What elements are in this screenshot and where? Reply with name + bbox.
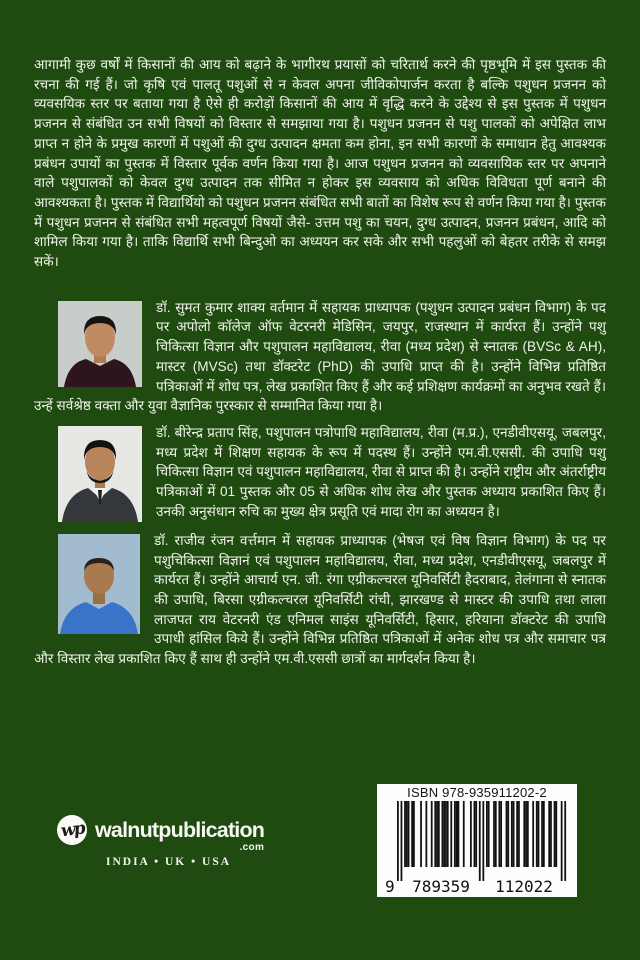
author-bio-3: डॉ. राजीव रंजन वर्त्तमान में सहायक प्राध्यापक (भेषज एवं विष विज्ञान विभाग) के पद पर पशुचिकित्सा विज्ञानं एवं पशुपालन महाविद्यालय, रीवा, मध्य प्रदेश, एनडीवीएसयू, जबलपुर में कार्यरत हैं। उन्होंने आचार्य एन. जी. रंगा एग्रीकल्चरल यूनिवर्सिटी हैदराबाद, तेलंगाना से स्नातक की उपाधि, बिरसा एग्रीकल्चरल यूनिवर्सिटी रांची, झारखण्ड से मास्टर की उपाधि तथा लाला लाजपत राय वेटरनरी एंड एनिमल साइंस यूनिवर्सिटी, हिसार, हरियाना डॉक्टरेट की उपाधि उपाधी हांसिल किये हैं। उन्होंने विभिन्न प्रतिष्ठित पत्रिकाओं में अनेक शोध पत्र और समाचार पत्र और विस्तार लेख प्रकाशित किए हैं साथ ही उन्होंने एम.वी.एससी छात्रों का मार्गदर्शन किया है।	[34, 532, 606, 667]
ean-digit-group-1: 789359	[412, 877, 470, 895]
publisher-countries: INDIA • UK • USA	[106, 856, 232, 868]
isbn-barcode	[377, 784, 577, 897]
author-section-2	[34, 423, 606, 524]
isbn-number: ISBN 978-935911202-2	[407, 785, 547, 800]
walnut-wp-logo-icon	[57, 815, 87, 845]
ean-digit-group-2: 112022	[495, 877, 553, 895]
author-photo-2	[58, 426, 142, 522]
publisher-logo-block	[57, 815, 264, 868]
ean-digit-left: 9	[385, 877, 395, 895]
author-section-3	[34, 531, 606, 669]
author-bio-2: डॉ. बीरेन्द्र प्रताप सिंह, पशुपालन पत्रोपाधि महाविद्यालय, रीवा (म.प्र.), एनडीवीएसयू, जबलपुर, मध्य प्रदेश में शिक्षण सहायक के रूप में पदस्थ हैं। उन्होंने एम.वी.एससी. की उपाधि पशु चिकित्सा विज्ञान एवं पशुपालन महाविद्यालय, रीवा से प्राप्त की है। उन्होंने राष्ट्रीय और अंतर्राष्ट्रीय पत्रिकाओं में 01 पुस्तक और 05 से अधिक शोध लेख और पुस्तक अध्याय प्रकाशित किए हैं। उनकी अनुसंधान रुचि का मुख्य क्षेत्र प्रसूति एवं मादा रोग का अध्ययन है।	[156, 424, 606, 519]
wp-monogram: wp	[59, 818, 85, 842]
synopsis-paragraph: आगामी कुछ वर्षों में किसानों की आय को बढ़ाने के भागीरथ प्रयासों को चरितार्थ करने की पृष्ठभूमि में इस पुस्तक की रचना की गई हैं। जो कृषि एवं पालतू पशुओं से न केवल अपना जीविकोपार्जन करता है बल्कि पशुधन प्रजनन को व्यवसयिक स्तर पर बताया गया है ऐसे ही करोड़ों किसानों की आय में वृद्धि करने के उद्देश्य से इस पुस्तक में पशुधन प्रजनन से संबंधित उन सभी विषयों को विस्तार से समझाया गया है। पशुधन प्रजनन से पशु पालकों को अपेक्षित लाभ प्राप्त न होने के प्रमुख कारणों में पशुओं की दुग्ध उत्पादन क्षमता कम होना, इन सभी कारणों के समाधान हेतु आवश्यक प्रबंधन उपायों का पुस्तक में विस्तार पूर्वक वर्णन किया गया है। आज पशुधन प्रजनन को व्यवसायिक स्तर पर अपनाने वाले पशुपालकों को केवल दुग्ध उत्पादन तक सीमित न होकर इस व्यवसाय को अधिक विविधता पूर्ण बनाने की आवश्यकता है। पुस्तक में विद्यार्थियो को पशुधन प्रजनन संबंधित सभी बातों का विशेष रूप से वर्णन किया गया है। पुस्तक में पशुधन प्रजनन से संबंधित सभी महत्वपूर्ण विषयों जैसे- उत्तम पशु का चयन, दुग्ध उत्पादन, प्रजनन प्रबंधन, आदि को शामिल किया गया है। ताकि विद्यार्थि सभी बिन्दुओ का अध्ययन कर सके और सभी पहलुओं को बेहतर तरीके से समझ सकें।	[34, 57, 606, 270]
publisher-name: walnutpublication	[95, 817, 265, 842]
author-photo-3	[58, 534, 140, 634]
publisher-logo-row	[57, 815, 265, 853]
author-photo-1	[58, 301, 142, 387]
ean13-barcode-graphic	[385, 801, 569, 895]
author-bio-1: डॉ. सुमत कुमार शाक्य वर्तमान में सहायक प्राध्यापक (पशुधन उत्पादन प्रबंधन विभाग) के पद पर अपोलो कॉलेज ऑफ वेटरनरी मेडिसिन, जयपुर, राजस्थान में कार्यरत हैं। उन्होंने पशु चिकित्सा विज्ञान और पशुपालन महाविद्यालय, रीवा (मध्य प्रदेश) से स्नातक (BVSc & AH), मास्टर (MVSc) तथा डॉक्टरेट (PhD) की उपाधि प्राप्त की है। उन्होंने विभिन्न प्रतिष्ठित पत्रिकाओं में शोध पत्र, लेख प्रकाशित किए हैं और कई प्रशिक्षण कार्यक्रमों का अनुभव रखते हैं। उन्हें सर्वश्रेष्ठ वक्ता और युवा वैज्ञानिक पुरस्कार से सम्मानित किया गया है।	[34, 299, 606, 414]
publisher-domain: .com	[239, 841, 265, 853]
author-section-1	[34, 298, 606, 416]
